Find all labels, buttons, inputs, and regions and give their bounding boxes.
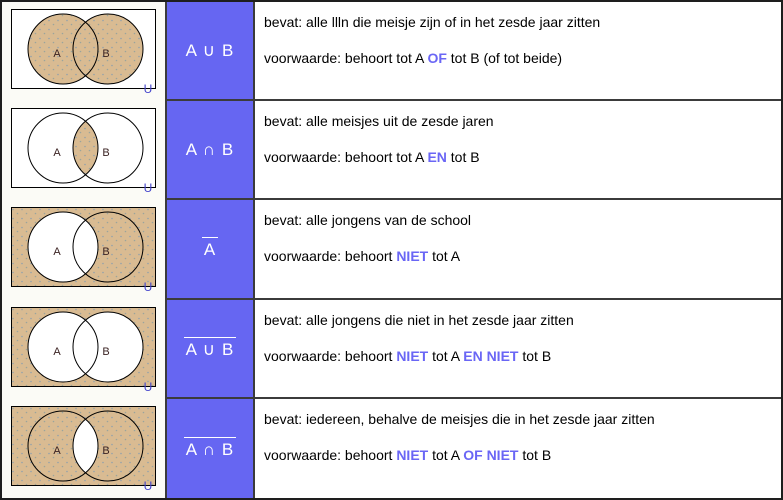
plain-text: voorwaarde: behoort (264, 446, 397, 463)
set-notation-complement-a: A (202, 237, 218, 260)
logic-keyword: NIET (396, 248, 429, 265)
universe-label: U (143, 379, 153, 394)
bevat-line: bevat: iedereen, behalve de meisjes die in het zesde jaar zitten (264, 410, 655, 427)
bevat-line: bevat: alle meisjes uit de zesde jaren (264, 113, 494, 130)
label-a: A (53, 345, 61, 358)
venn-cell-union (2, 2, 165, 101)
venn-diagram-complement-intersection (11, 406, 156, 491)
logic-keyword: EN NIET (463, 347, 519, 364)
venn-cell-complement-intersection (2, 399, 165, 498)
plain-text: tot B (518, 446, 552, 463)
venn-diagram-complement-a (11, 207, 156, 295)
logic-keyword: OF NIET (463, 446, 519, 463)
universe-label: U (143, 82, 153, 97)
notation-cell-complement-a (165, 200, 255, 299)
description-cell-complement-a (255, 200, 781, 299)
logic-keyword: OF (427, 50, 447, 66)
voorwaarde-line (264, 447, 771, 464)
label-a: A (53, 147, 61, 160)
label-a: A (53, 48, 61, 61)
notation-cell-intersection (165, 101, 255, 200)
description-cell-intersection (255, 101, 781, 200)
bevat-line: bevat: alle jongens die niet in het zesde jaar zitten (264, 311, 574, 328)
plain-text: tot B (of tot beide) (446, 50, 563, 66)
plain-text: voorwaarde: behoort tot A (264, 149, 428, 166)
set-notation-complement-intersection: A ∩ B (184, 437, 236, 460)
venn-cell-intersection (2, 101, 165, 200)
logic-keyword: EN (427, 149, 447, 166)
notation-cell-complement-union (165, 300, 255, 399)
logic-keyword: NIET (396, 347, 429, 364)
venn-diagram-complement-union (11, 307, 156, 392)
label-a: A (53, 444, 61, 457)
plain-text: voorwaarde: behoort tot A (264, 50, 428, 66)
plain-text: voorwaarde: behoort (264, 248, 397, 265)
universe-label: U (143, 478, 153, 493)
plain-text: tot A (428, 446, 464, 463)
plain-text: tot A (428, 347, 464, 364)
venn-svg-union (11, 9, 156, 97)
voorwaarde-line (264, 50, 771, 67)
bevat-line: bevat: alle llln die meisje zijn of in het zesde jaar zitten (264, 14, 601, 30)
bevat-line: bevat: alle jongens van de school (264, 212, 472, 229)
set-notation-union: A ∪ B (185, 40, 235, 60)
universe-label: U (143, 280, 153, 295)
label-b: B (102, 246, 110, 259)
label-b: B (102, 345, 110, 358)
venn-svg-complement-intersection (11, 406, 156, 491)
universe-label: U (143, 181, 153, 196)
set-notation-intersection: A ∩ B (185, 139, 235, 159)
label-b: B (102, 48, 110, 61)
notation-cell-union (165, 2, 255, 101)
voorwaarde-line (264, 248, 771, 265)
description-cell-union (255, 2, 781, 101)
notation-cell-complement-intersection (165, 399, 255, 498)
plain-text: voorwaarde: behoort (264, 347, 397, 364)
plain-text: tot B (518, 347, 552, 364)
set-notation-complement-union: A ∪ B (184, 337, 237, 360)
plain-text: tot A (428, 248, 461, 265)
description-cell-complement-union (255, 300, 781, 399)
label-a: A (53, 246, 61, 259)
logic-keyword: NIET (396, 446, 429, 463)
venn-diagram-union (11, 9, 156, 97)
label-b: B (102, 147, 110, 160)
venn-svg-intersection (11, 108, 156, 196)
venn-cell-complement-union (2, 300, 165, 399)
description-cell-complement-intersection (255, 399, 781, 498)
venn-svg-complement-union (11, 307, 156, 392)
venn-cell-complement-a (2, 200, 165, 299)
label-b: B (102, 444, 110, 457)
venn-diagram-intersection (11, 108, 156, 196)
voorwaarde-line (264, 348, 771, 365)
voorwaarde-line (264, 149, 771, 166)
plain-text: tot B (446, 149, 480, 166)
venn-svg-complement-a (11, 207, 156, 295)
